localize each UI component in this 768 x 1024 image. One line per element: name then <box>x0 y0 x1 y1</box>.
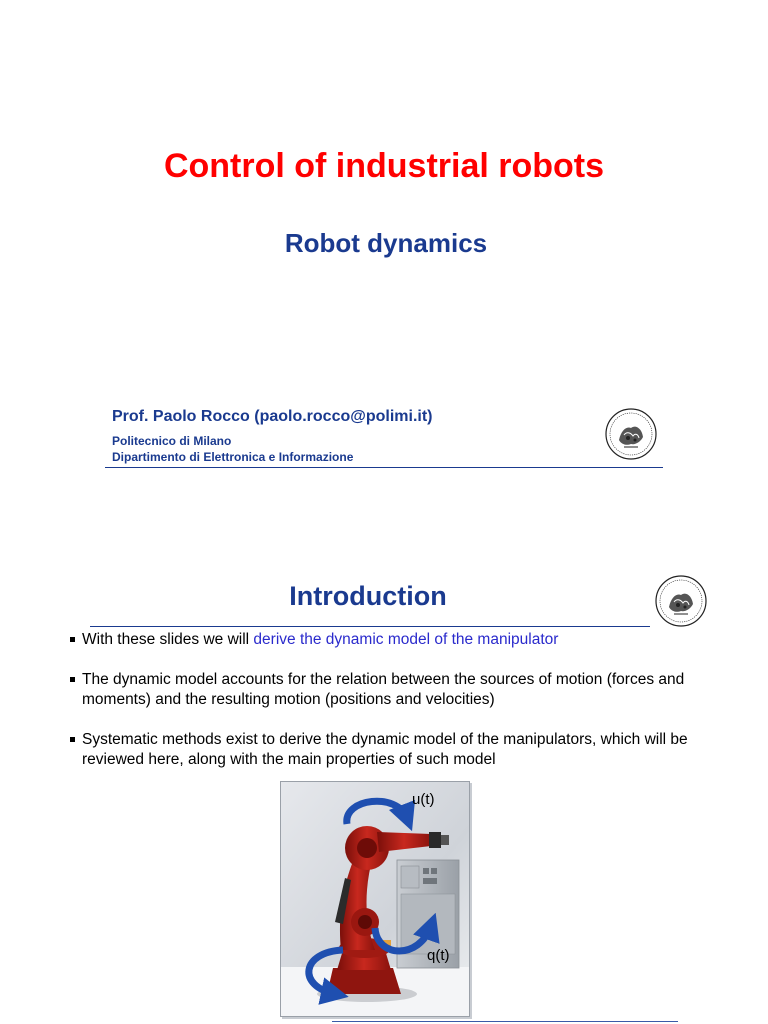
bullet-square-icon <box>70 637 75 642</box>
affiliation-university: Politecnico di Milano <box>112 434 232 448</box>
input-label: u(t) <box>412 791 435 808</box>
author-line: Prof. Paolo Rocco (paolo.rocco@polimi.it) <box>112 408 433 425</box>
slide-title: Control of industrial robots <box>163 147 605 185</box>
robot-manipulator-figure <box>280 781 470 1017</box>
bullet-item <box>70 670 720 710</box>
bullet-square-icon <box>70 677 75 682</box>
section-divider-line <box>90 626 650 627</box>
bullet-item <box>70 730 720 770</box>
divider-line <box>105 467 663 468</box>
slide-subtitle: Robot dynamics <box>284 228 488 258</box>
university-seal-icon <box>654 574 708 628</box>
highlighted-phrase: derive the dynamic model of the manipulator <box>253 631 559 648</box>
section-title: Introduction <box>289 581 447 611</box>
bullet-item <box>70 630 720 650</box>
affiliation-department: Dipartimento di Elettronica e Informazione <box>112 450 354 464</box>
bullet-text: The dynamic model accounts for the relation between the sources of motion (forces and moments) and the resulting motion (positions and velocities) <box>82 671 685 708</box>
output-label: q(t) <box>427 947 450 964</box>
university-seal-icon <box>604 407 658 461</box>
bullet-square-icon <box>70 737 75 742</box>
footer-line <box>332 1021 678 1022</box>
bullet-text: With these slides we will derive the dynamic model of the manipulator <box>82 631 559 648</box>
bullet-text: Systematic methods exist to derive the dynamic model of the manipulators, which will be reviewed here, along with the main properties of such model <box>82 731 688 768</box>
